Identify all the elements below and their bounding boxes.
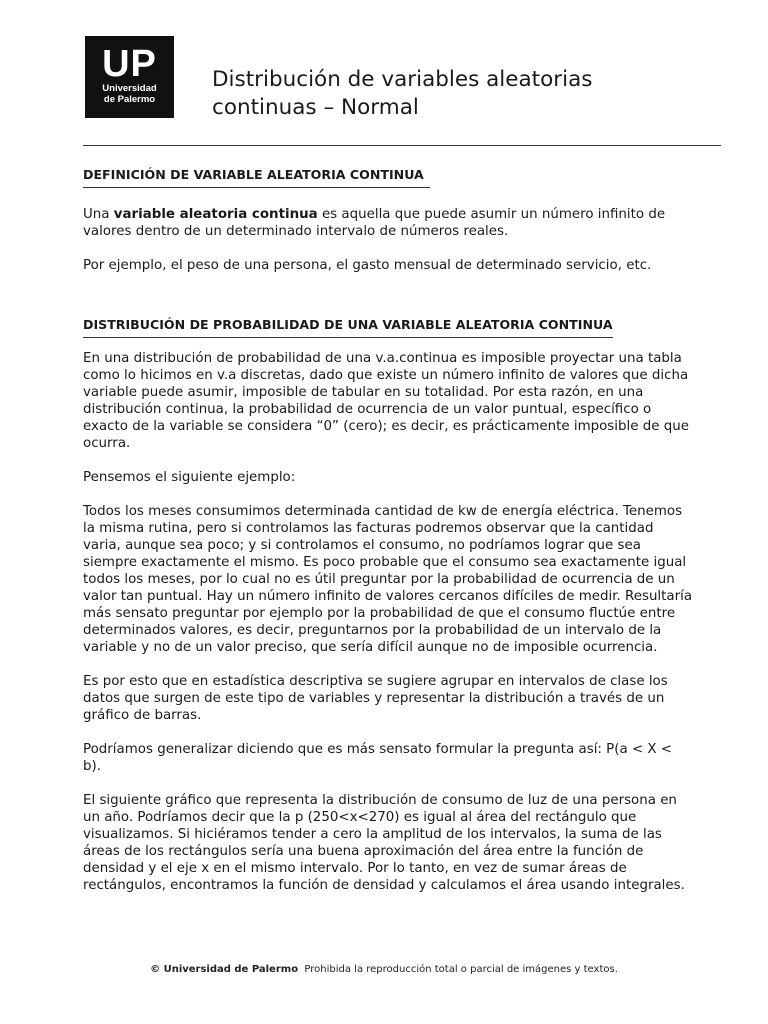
footer-brand: © Universidad de Palermo bbox=[150, 964, 299, 975]
footer-notice: Prohibida la reproducción total o parcial de imágenes y textos. bbox=[304, 964, 618, 975]
title-line-1: Distribución de variables aleatorias bbox=[212, 67, 593, 92]
title-line-2: continuas – Normal bbox=[212, 95, 419, 120]
section-heading-definition: DEFINICIÓN DE VARIABLE ALEATORIA CONTINUA bbox=[83, 166, 430, 188]
logo-mark: UP bbox=[102, 43, 157, 85]
paragraph-intervals: Es por esto que en estadística descriptiva se sugiere agrupar en intervalos de clase los datos que surgen de este tipo de variables y representar la distribución a través de un gráfico de barras. bbox=[83, 674, 668, 723]
university-logo bbox=[85, 36, 174, 118]
document-body bbox=[83, 166, 693, 894]
definition-text-pre: Una bbox=[83, 207, 114, 222]
paragraph-example: Por ejemplo, el peso de una persona, el gasto mensual de determinado servicio, etc. bbox=[83, 258, 652, 273]
section-heading-distribution: DISTRIBUCIÓN DE PROBABILIDAD DE UNA VARIABLE ALEATORIA CONTINUA bbox=[83, 316, 613, 338]
paragraph-graph: El siguiente gráfico que representa la distribución de consumo de luz de una persona en un año. Podríamos decir que la p (250<x<270) es igual al área del rectángulo que visualizamos. Si hiciéramos tender a cero la amplitud de los intervalos, la suma de las áreas de los rectángulos sería una buena aproximación del área entre la función de densidad y el eje x en el mismo intervalo. Por lo tanto, en vez de sumar áreas de rectángulos, encontramos la función de densidad y calculamos el área usando integrales. bbox=[83, 793, 685, 893]
header-divider bbox=[83, 145, 721, 146]
footer bbox=[0, 963, 768, 977]
logo-line-1: Universidad bbox=[102, 83, 157, 94]
definition-text-post: es aquella que puede asumir un número infinito de valores dentro de un determinado intervalo de números reales. bbox=[83, 207, 666, 239]
paragraph-definition bbox=[83, 206, 693, 240]
paragraph-think-example: Pensemos el siguiente ejemplo: bbox=[83, 470, 296, 485]
paragraph-electricity: Todos los meses consumimos determinada cantidad de kw de energía eléctrica. Tenemos la misma rutina, pero si controlamos las facturas podremos observar que la cantidad varia, aunque sea poco; y si controlamos el consumo, no podríamos lograr que sea siempre exactamente el mismo. Es poco probable que el consumo sea exactamente igual todos los meses, por lo cual no es útil preguntar por la probabilidad de ocurrencia de un valor tan puntual. Hay un número infinito de valores cercanos difíciles de medir. Resultaría más sensato preguntar por ejemplo por la probabilidad de que el consumo fluctúe entre determinados valores, es decir, preguntarnos por la probabilidad de un intervalo de la variable y no de un valor preciso, que sería difícil aunque no de imposible ocurrencia. bbox=[83, 504, 693, 655]
document-title bbox=[212, 66, 712, 122]
logo-line-2: de Palermo bbox=[103, 94, 156, 105]
definition-term: variable aleatoria continua bbox=[113, 207, 318, 222]
paragraph-distribution: En una distribución de probabilidad de una v.a.continua es imposible proyectar una tabla como lo hicimos en v.a discretas, dado que existe un número infinito de valores que dicha variable puede asumir, imposible de tabular en su totalidad. Por esta razón, en una distribución continua, la probabilidad de ocurrencia de un valor puntual, específico o exacto de la variable se considera “0” (cero); es decir, es prácticamente imposible de que ocurra. bbox=[83, 351, 689, 451]
paragraph-generalize: Podríamos generalizar diciendo que es más sensato formular la pregunta así: P(a < X < b). bbox=[83, 742, 673, 774]
